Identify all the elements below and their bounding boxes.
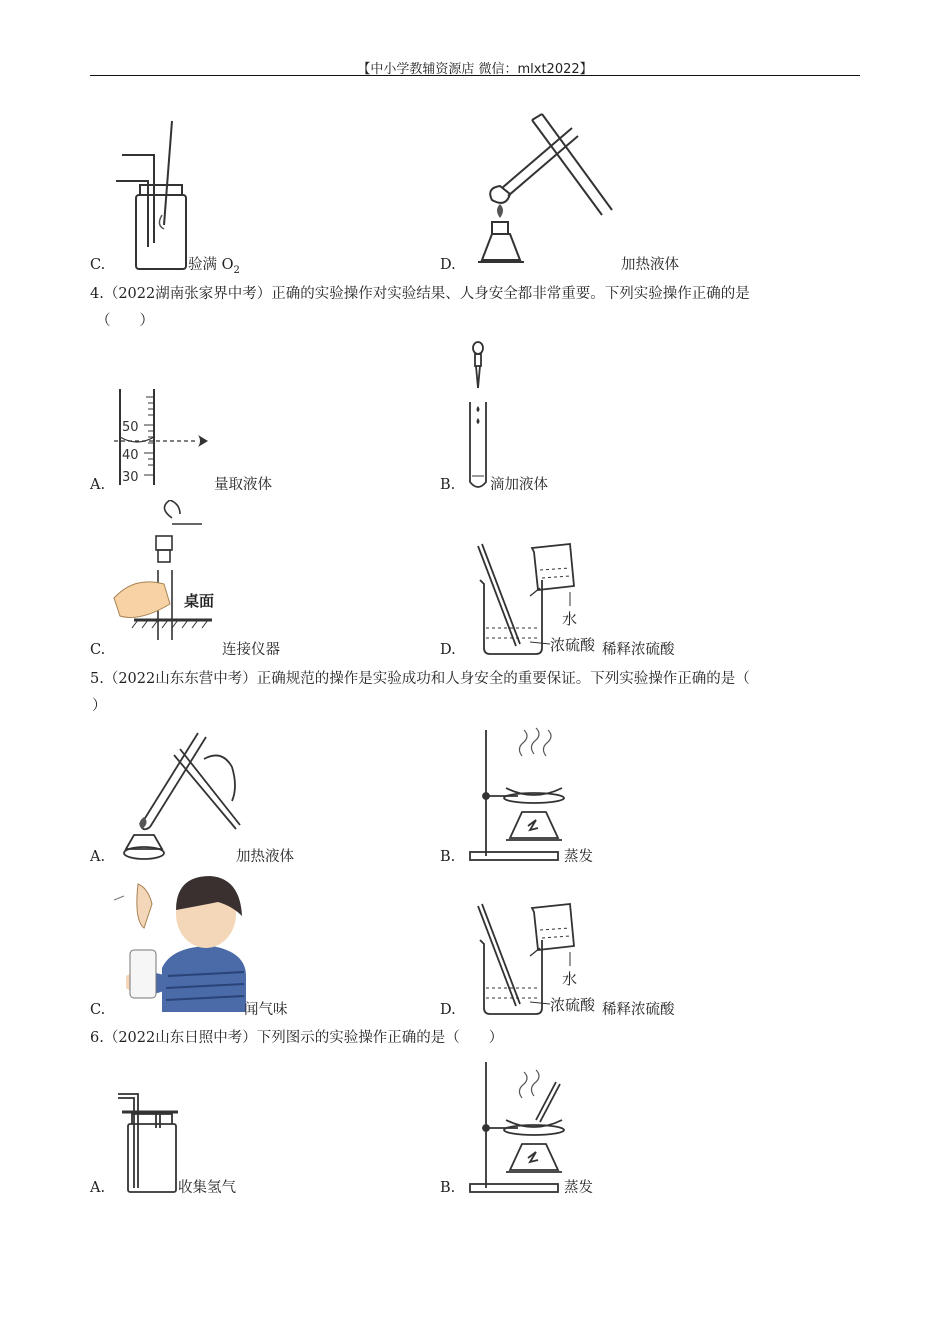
acid-label-q4: 浓硫酸 bbox=[550, 636, 596, 654]
q3-option-d-letter: D. bbox=[440, 257, 456, 273]
q5-paren: ） bbox=[92, 698, 107, 714]
header-divider bbox=[90, 75, 860, 76]
q4-option-b-caption: 滴加液体 bbox=[490, 477, 548, 493]
q6-option-a-caption: 收集氢气 bbox=[178, 1180, 236, 1196]
q5-option-b-caption: 蒸发 bbox=[564, 849, 593, 865]
q5-option-d-letter: D. bbox=[440, 1002, 456, 1018]
figure-heat-liquid-q3 bbox=[462, 110, 632, 275]
page-header: 【中小学教辅资源店 微信：mlxt2022】 bbox=[357, 62, 593, 77]
acid-label-q5: 浓硫酸 bbox=[550, 996, 596, 1014]
q4-option-d-letter: D. bbox=[440, 642, 456, 658]
q4-stem: 4.（2022湖南张家界中考）正确的实验操作对实验结果、人身安全都非常重要。下列实验操作正确的是 bbox=[90, 286, 750, 302]
figure-collect-hydrogen bbox=[112, 1088, 184, 1198]
q6-stem: 6.（2022山东日照中考）下列图示的实验操作正确的是（ ） bbox=[90, 1030, 504, 1046]
q5-stem: 5.（2022山东东营中考）正确规范的操作是实验成功和人身安全的重要保证。下列实验操作正确的是（ bbox=[90, 671, 750, 687]
cylinder-tick-40: 40 bbox=[122, 448, 139, 463]
q5-option-a-caption: 加热液体 bbox=[236, 849, 294, 865]
figure-connect-apparatus bbox=[112, 500, 224, 645]
figure-o2-full-test bbox=[112, 115, 192, 275]
q4-option-d-caption: 稀释浓硫酸 bbox=[602, 642, 675, 658]
q5-option-c-letter: C. bbox=[90, 1002, 106, 1018]
q5-option-d-caption: 稀释浓硫酸 bbox=[602, 1002, 675, 1018]
figure-evaporate-q5 bbox=[466, 726, 596, 864]
figure-drop-liquid bbox=[460, 340, 500, 495]
q3-option-c-caption bbox=[188, 256, 240, 280]
q5-option-c-caption: 闻气味 bbox=[244, 1002, 288, 1018]
q4-option-b-letter: B. bbox=[440, 477, 456, 493]
figure-dilute-acid-q4 bbox=[470, 540, 610, 658]
q4-option-c-caption: 连接仪器 bbox=[222, 642, 280, 658]
q4-option-c-letter: C. bbox=[90, 642, 106, 658]
q3-option-d-caption: 加热液体 bbox=[621, 257, 679, 273]
water-label-q5: 水 bbox=[562, 970, 578, 988]
figure-evaporate-q6 bbox=[466, 1058, 596, 1196]
figure-dilute-acid-q5 bbox=[470, 900, 610, 1018]
q5-option-a-letter: A. bbox=[90, 849, 106, 865]
figure-heat-liquid-q5 bbox=[112, 725, 242, 865]
q6-option-b-letter: B. bbox=[440, 1180, 456, 1196]
q3-option-c-letter: C. bbox=[90, 257, 106, 273]
q5-option-b-letter: B. bbox=[440, 849, 456, 865]
figure-measure-liquid bbox=[110, 385, 220, 490]
desk-surface-label: 桌面 bbox=[184, 592, 215, 610]
q6-option-a-letter: A. bbox=[90, 1180, 106, 1196]
cylinder-tick-30: 30 bbox=[122, 470, 139, 485]
figure-smell-gas bbox=[112, 876, 246, 1016]
q3-option-c-caption-sub: 2 bbox=[233, 264, 240, 276]
q6-option-b-caption: 蒸发 bbox=[564, 1180, 593, 1196]
q3-option-c-caption-text: 验满 O bbox=[188, 257, 234, 273]
q4-option-a-caption: 量取液体 bbox=[214, 477, 272, 493]
water-label-q4: 水 bbox=[562, 610, 578, 628]
cylinder-tick-50: 50 bbox=[122, 420, 139, 435]
q4-option-a-letter: A. bbox=[90, 477, 106, 493]
q4-paren: （ ） bbox=[96, 313, 154, 329]
